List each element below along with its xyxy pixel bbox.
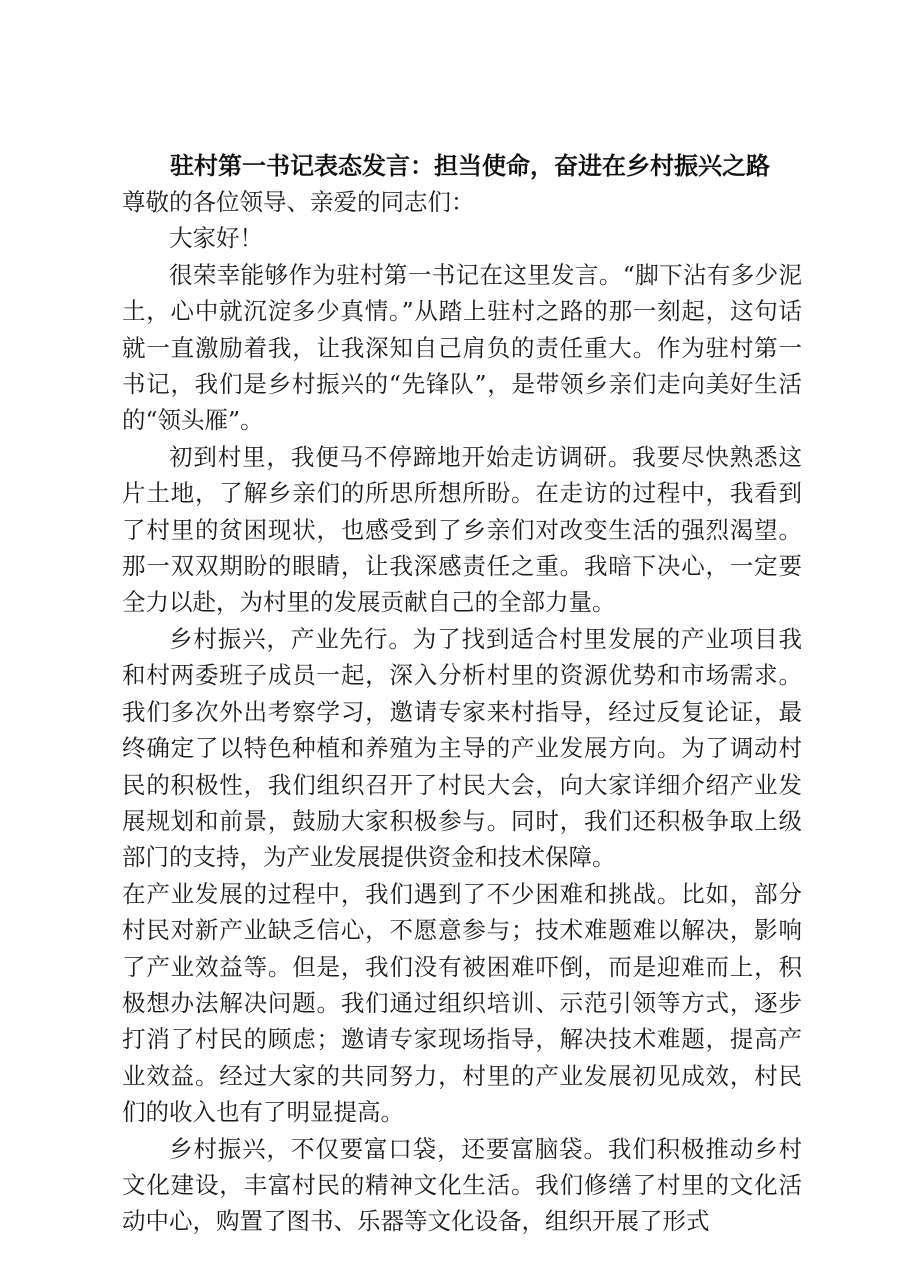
document-body — [122, 184, 802, 1240]
paragraph-5: 乡村振兴，不仅要富口袋，还要富脑袋。我们积极推动乡村文化建设，丰富村民的精神文化生活。我们修缮了村里的文化活动中心，购置了图书、乐器等文化设备，组织开展了形式 — [122, 1134, 802, 1236]
greeting: 大家好！ — [169, 224, 263, 253]
paragraph-3: 乡村振兴，产业先行。为了找到适合村里发展的产业项目我和村两委班子成员一起，深入分析村里的资源优势和市场需求。我们多次外出考察学习，邀请专家来村指导，经过反复论证，最终确定了以特色种植和养殖为主导的产业发展方向。为了调动村民的积极性，我们组织召开了村民大会，向大家详细介绍产业发展规划和前景，鼓励大家积极参与。同时，我们还积极争取上级部门的支持，为产业发展提供资金和技术保障。 — [122, 624, 802, 872]
document-title: 驻村第一书记表态发言：担当使命，奋进在乡村振兴之路 — [170, 151, 770, 180]
paragraph-2: 初到村里，我便马不停蹄地开始走访调研。我要尽快熟悉这片土地，了解乡亲们的所思所想所盼。在走访的过程中，我看到了村里的贫困现状，也感受到了乡亲们对改变生活的强烈渴望。那一双双期盼的眼睛，让我深感责任之重。我暗下决心，一定要全力以赴，为村里的发展贡献自己的全部力量。 — [122, 442, 802, 617]
salutation: 尊敬的各位领导、亲爱的同志们： — [122, 188, 475, 216]
paragraph-1: 很荣幸能够作为驻村第一书记在这里发言。“脚下沾有多少泥土，心中就沉淀多少真情。”从踏上驻村之路的那一刻起，这句话就一直激励着我，让我深知自己肩负的责任重大。作为驻村第一书记，我们是乡村振兴的“先锋队”，是带领乡亲们走向美好生活的“领头雁”。 — [122, 260, 802, 435]
paragraph-4: 在产业发展的过程中，我们遇到了不少困难和挑战。比如，部分村民对新产业缺乏信心，不愿意参与；技术难题难以解决，影响了产业效益等。但是，我们没有被困难吓倒，而是迎难而上，积极想办法解决问题。我们通过组织培训、示范引领等方式，逐步打消了村民的顾虑；邀请专家现场指导，解决技术难题，提高产业效益。经过大家的共同努力，村里的产业发展初见成效，村民们的收入也有了明显提高。 — [122, 879, 802, 1127]
